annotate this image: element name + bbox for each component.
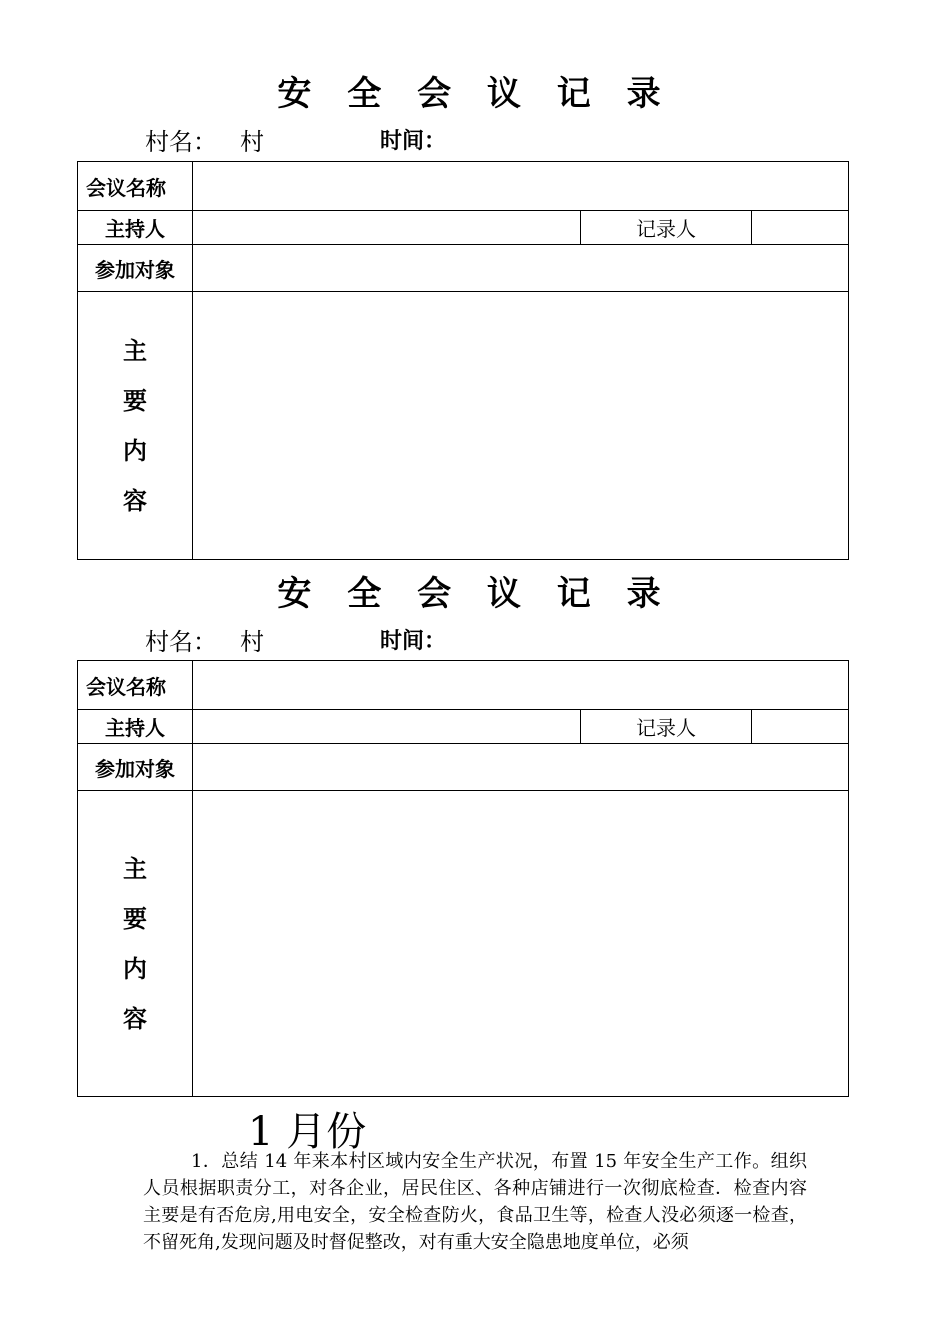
content-char: 容	[123, 1004, 147, 1033]
meeting-name-label: 会议名称	[78, 162, 193, 211]
record-title: 安 全 会 议 记 录	[277, 574, 673, 614]
host-label: 主持人	[78, 710, 193, 744]
main-content-field[interactable]	[193, 292, 849, 560]
host-field[interactable]	[193, 710, 581, 744]
main-content-label	[78, 791, 193, 1097]
main-content-field[interactable]	[193, 791, 849, 1097]
content-char: 主	[123, 336, 147, 365]
host-label: 主持人	[78, 211, 193, 245]
recorder-field[interactable]	[752, 211, 849, 245]
host-field[interactable]	[193, 211, 581, 245]
attendees-label: 参加对象	[78, 744, 193, 791]
attendees-field[interactable]	[193, 245, 849, 292]
content-char: 内	[123, 436, 147, 465]
village-label: 村名：	[145, 128, 217, 156]
recorder-label: 记录人	[581, 211, 752, 245]
body-paragraph: 1．总结 14 年来本村区域内安全生产状况，布置 15 年安全生产工作。组织人员根据职责分工，对各企业，居民住区、各种店铺进行一次彻底检查．检查内容主要是有否危房,用电安全，安全检查防火，食品卫生等，检查人没必须逐一检查，不留死角,发现问题及时督促整改，对有重大安全隐患地度单位，必须	[143, 1151, 807, 1253]
month-heading: 1 月份	[248, 1109, 367, 1155]
recorder-field[interactable]	[752, 710, 849, 744]
meeting-record-form	[77, 660, 849, 1097]
content-char: 主	[123, 854, 147, 883]
main-content-label	[78, 292, 193, 560]
time-label: 时间：	[380, 629, 447, 654]
village-value: 村	[240, 628, 264, 656]
village-label: 村名：	[145, 628, 217, 656]
attendees-label: 参加对象	[78, 245, 193, 292]
content-char: 容	[123, 486, 147, 515]
time-label: 时间：	[380, 129, 447, 154]
record-title: 安 全 会 议 记 录	[277, 74, 673, 114]
village-value: 村	[240, 128, 264, 156]
meeting-record-form	[77, 161, 849, 560]
content-char: 要	[123, 904, 147, 933]
meeting-name-label: 会议名称	[78, 661, 193, 710]
meeting-name-field[interactable]	[193, 162, 849, 211]
content-char: 内	[123, 954, 147, 983]
attendees-field[interactable]	[193, 744, 849, 791]
recorder-label: 记录人	[581, 710, 752, 744]
meeting-name-field[interactable]	[193, 661, 849, 710]
content-char: 要	[123, 386, 147, 415]
